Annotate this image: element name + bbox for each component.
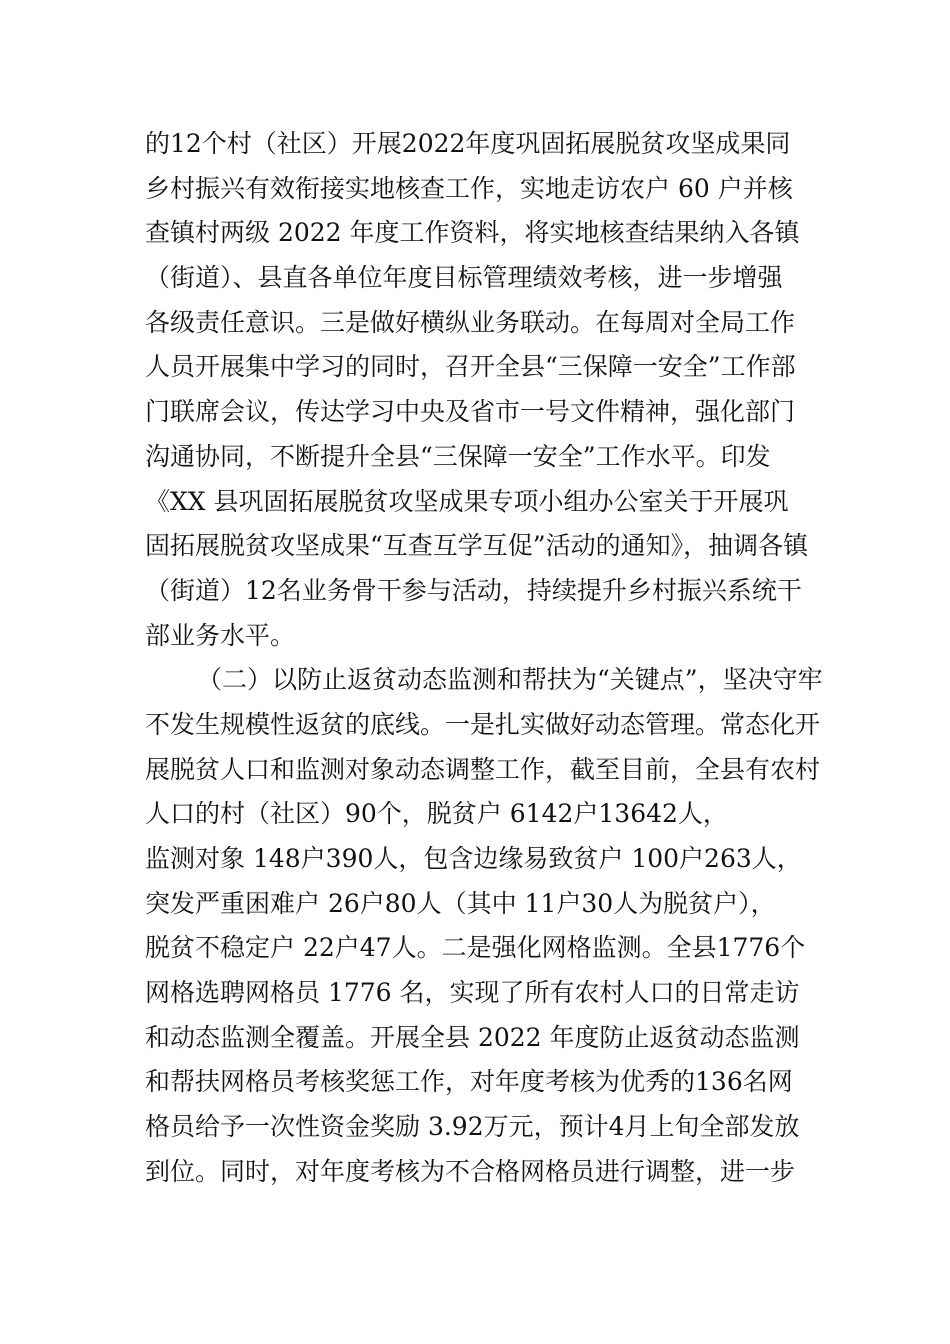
text-line: 各级责任意识。三是做好横纵业务联动。在每周对全局工作: [145, 307, 796, 337]
text-line: 突发严重困难户 26户80人（其中 11户30人为脱贫户），: [145, 888, 776, 918]
text-line: （街道）、县直各单位年度目标管理绩效考核，进一步增强: [145, 263, 783, 293]
text-line: （街道）12名业务骨干参与活动，持续提升乡村振兴系统干: [145, 575, 802, 605]
text-line: 不发生规模性返贫的底线。一是扎实做好动态管理。常态化开: [145, 709, 821, 739]
text-line: 监测对象 148户390人，包含边缘易致贫户 100户263人，: [145, 844, 802, 873]
text-line: 到位。同时，对年度考核为不合格网格员进行调整，进一步: [145, 1156, 796, 1186]
document-body: [145, 122, 823, 1195]
text-line: 查镇村两级 2022 年度工作资料，将实地核查结果纳入各镇: [145, 218, 800, 248]
text-line: 部业务水平。: [145, 620, 296, 650]
section-heading-line: （二）以防止返贫动态监测和帮扶为“关键点”，坚决守牢: [197, 665, 823, 695]
text-line: 和动态监测全覆盖。开展全县 2022 年度防止返贫动态监测: [145, 1022, 800, 1052]
text-line: 固拓展脱贫攻坚成果“互查互学互促”活动的通知》，抽调各镇: [145, 531, 809, 561]
text-line: 展脱贫人口和监测对象动态调整工作，截至目前，全县有农村: [145, 754, 821, 784]
text-line: 格员给予一次性资金奖励 3.92万元，预计4月上旬全部发放: [145, 1112, 800, 1142]
text-line: 脱贫不稳定户 22户47人。二是强化网格监测。全县1776个: [145, 933, 806, 963]
text-line: 网格选聘网格员 1776 名，实现了所有农村人口的日常走访: [145, 978, 800, 1008]
text-line: 和帮扶网格员考核奖惩工作，对年度考核为优秀的136名网: [145, 1067, 793, 1097]
text-line: 人口的村（社区）90个，脱贫户 6142户13642人，: [145, 799, 728, 829]
text-line: 门联席会议，传达学习中央及省市一号文件精神，强化部门: [145, 397, 796, 427]
text-line: 乡村振兴有效衔接实地核查工作，实地走访农户 60 户并核: [145, 173, 793, 203]
text-line: 沟通协同，不断提升全县“三保障一安全”工作水平。印发: [145, 441, 771, 471]
text-line: 的12个村（社区）开展2022年度巩固拓展脱贫攻坚成果同: [145, 129, 791, 158]
text-line: 人员开展集中学习的同时，召开全县“三保障一安全”工作部: [145, 352, 796, 382]
text-line: 《XX 县巩固拓展脱贫攻坚成果专项小组办公室关于开展巩: [145, 486, 789, 516]
